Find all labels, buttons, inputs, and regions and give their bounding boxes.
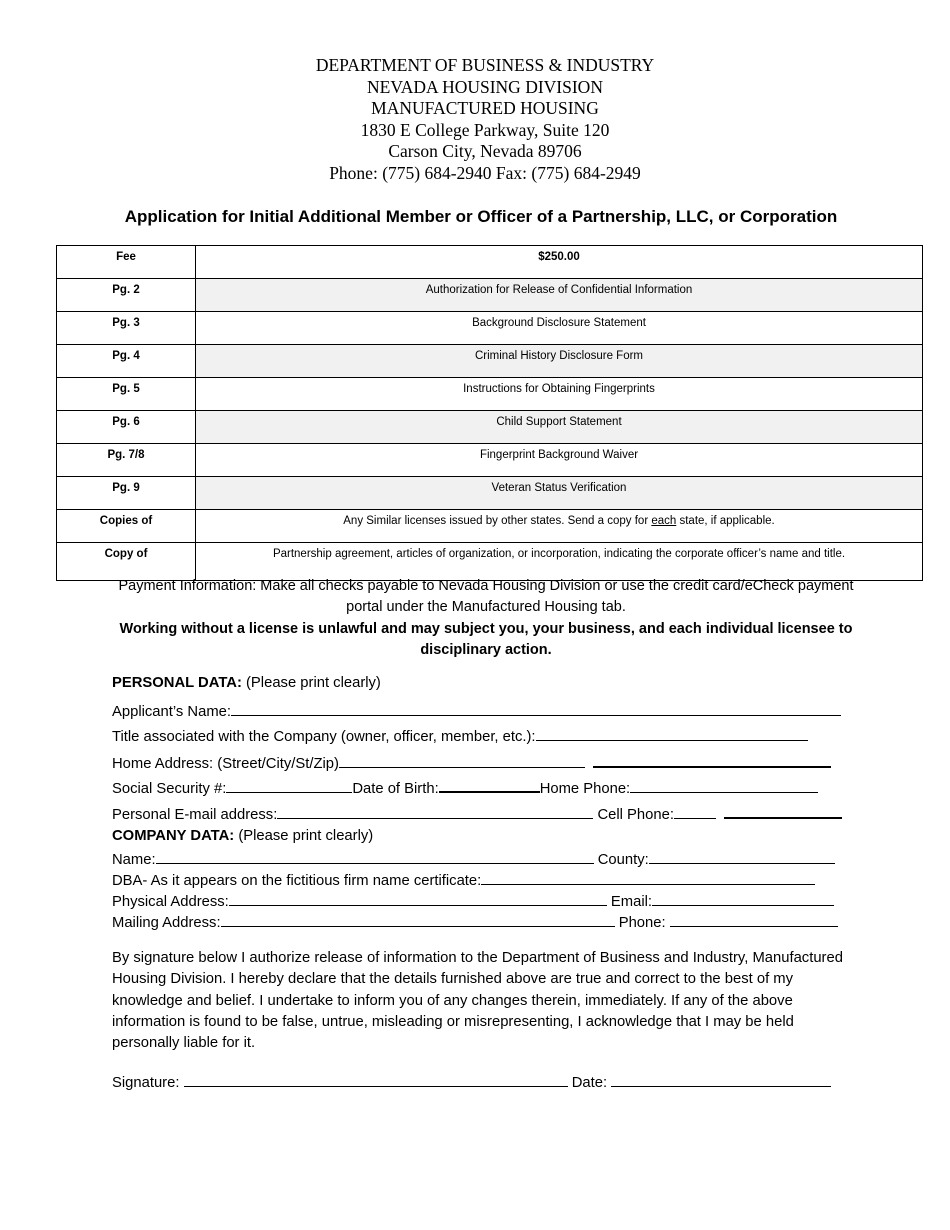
physical-address-label: Physical Address:: [112, 894, 229, 910]
row-desc-underlined: each: [651, 515, 677, 527]
ssn-label: Social Security #:: [112, 781, 227, 797]
title-label: Title associated with the Company (owner, officer, member, etc.):: [112, 729, 536, 745]
dob-label: Date of Birth:: [352, 781, 439, 797]
table-row: [57, 279, 923, 312]
table-row: [57, 477, 923, 510]
signature-field[interactable]: [184, 1072, 568, 1087]
dob-field[interactable]: [439, 777, 540, 793]
letterhead-division: NEVADA HOUSING DIVISION: [367, 76, 603, 97]
row-desc: Criminal History Disclosure Form: [196, 345, 923, 378]
row-desc: [196, 510, 923, 543]
signature-label: Signature:: [112, 1075, 180, 1091]
payment-info: Payment Information: Make all checks payable to Nevada Housing Division or use the credit card/eCheck payment portal under the Manufactured Housing tab.: [118, 578, 854, 615]
row-desc-post: state, if applicable.: [676, 515, 775, 527]
home-address-row: [112, 752, 831, 772]
table-row: [57, 543, 923, 581]
license-warning: Working without a license is unlawful and may subject you, your business, and each individual licensee to disciplinary action.: [119, 621, 853, 658]
company-email-label: Email:: [610, 894, 653, 910]
dba-label: DBA- As it appears on the fictitious firm name certificate:: [112, 873, 482, 889]
applicant-name-row: [112, 701, 841, 720]
row-desc: Instructions for Obtaining Fingerprints: [196, 378, 923, 411]
table-row: [57, 444, 923, 477]
company-phone-field[interactable]: [670, 912, 838, 927]
ssn-field[interactable]: [226, 778, 352, 793]
cell-phone-label: Cell Phone:: [597, 807, 674, 823]
row-desc: Veteran Status Verification: [196, 477, 923, 510]
email-row: [112, 803, 842, 823]
row-desc: Fingerprint Background Waiver: [196, 444, 923, 477]
physical-address-row: [112, 891, 834, 910]
personal-email-field[interactable]: [277, 804, 593, 819]
title-row: [112, 726, 808, 745]
table-row: [57, 510, 923, 543]
home-phone-field[interactable]: [630, 778, 818, 793]
row-label: Copy of: [57, 543, 196, 581]
row-label: Copies of: [57, 510, 196, 543]
row-desc: Partnership agreement, articles of organization, or incorporation, indicating the corporate officer’s name and title.: [196, 543, 923, 581]
physical-address-field[interactable]: [229, 891, 607, 906]
personal-heading-label: PERSONAL DATA:: [112, 675, 242, 691]
company-heading-note: (Please print clearly): [234, 828, 374, 844]
personal-heading-note: (Please print clearly): [241, 675, 381, 691]
company-name-row: [112, 849, 835, 868]
declaration-text: By signature below I authorize release of information to the Department of Business and Industry, Manufactured Housing Division. I hereby declare that the details furnished above are true and correct to the best of my knowledge and belief. I undertake to inform you of any changes therein, immediately. If any of the above information is found to be false, untrue, misleading or misrepresenting, I acknowledge that I may be held personally liable for it.: [112, 950, 843, 1052]
title-field[interactable]: [536, 726, 808, 741]
date-label: Date:: [571, 1075, 608, 1091]
letterhead-phone: Phone: (775) 684-2940 Fax: (775) 684-2949: [329, 162, 641, 183]
row-desc: Authorization for Release of Confidential Information: [196, 279, 923, 312]
dba-field[interactable]: [481, 870, 815, 885]
table-row: [57, 312, 923, 345]
county-field[interactable]: [649, 849, 835, 864]
row-desc: $250.00: [196, 246, 923, 279]
company-heading: [112, 828, 373, 844]
row-desc: Child Support Statement: [196, 411, 923, 444]
signature-row: [112, 1072, 831, 1091]
row-label: Fee: [57, 246, 196, 279]
mailing-address-row: [112, 912, 838, 931]
row-label: Pg. 2: [57, 279, 196, 312]
dba-row: [112, 870, 815, 889]
table-row: [57, 378, 923, 411]
row-label: Pg. 4: [57, 345, 196, 378]
letterhead-street: 1830 E College Parkway, Suite 120: [360, 119, 610, 140]
cell-phone-field[interactable]: [674, 804, 716, 819]
company-phone-label: Phone:: [618, 915, 666, 931]
home-phone-label: Home Phone:: [539, 781, 631, 797]
row-label: Pg. 7/8: [57, 444, 196, 477]
row-label: Pg. 5: [57, 378, 196, 411]
company-name-field[interactable]: [156, 849, 594, 864]
row-label: Pg. 6: [57, 411, 196, 444]
letterhead-city: Carson City, Nevada 89706: [388, 141, 582, 161]
mailing-address-label: Mailing Address:: [112, 915, 221, 931]
mailing-address-field[interactable]: [221, 912, 615, 927]
row-label: Pg. 3: [57, 312, 196, 345]
home-address-field[interactable]: [339, 753, 585, 768]
company-name-label: Name:: [112, 852, 156, 868]
company-email-field[interactable]: [652, 891, 834, 906]
table-row: [57, 345, 923, 378]
applicant-name-field[interactable]: [231, 701, 841, 716]
home-address-field-2[interactable]: [593, 752, 831, 768]
company-heading-label: COMPANY DATA:: [112, 828, 235, 844]
date-field[interactable]: [611, 1072, 831, 1087]
personal-heading: [112, 675, 381, 691]
letterhead-department: DEPARTMENT OF BUSINESS & INDUSTRY: [315, 55, 655, 75]
applicant-name-label: Applicant’s Name:: [112, 704, 231, 720]
letterhead: [0, 55, 950, 184]
row-desc-pre: Any Similar licenses issued by other states. Send a copy for: [343, 515, 652, 527]
cell-phone-field-2[interactable]: [724, 803, 842, 819]
requirements-table: [56, 245, 923, 581]
row-desc: Background Disclosure Statement: [196, 312, 923, 345]
table-row: [57, 246, 923, 279]
letterhead-program: MANUFACTURED HOUSING: [371, 98, 599, 118]
table-row: [57, 411, 923, 444]
form-title: Application for Initial Additional Member or Officer of a Partnership, LLC, or Corporation: [124, 207, 838, 226]
county-label: County:: [597, 852, 649, 868]
row-label: Pg. 9: [57, 477, 196, 510]
home-address-label: Home Address: (Street/City/St/Zip): [112, 756, 339, 772]
personal-email-label: Personal E-mail address:: [112, 807, 278, 823]
ssn-row: [112, 777, 818, 797]
